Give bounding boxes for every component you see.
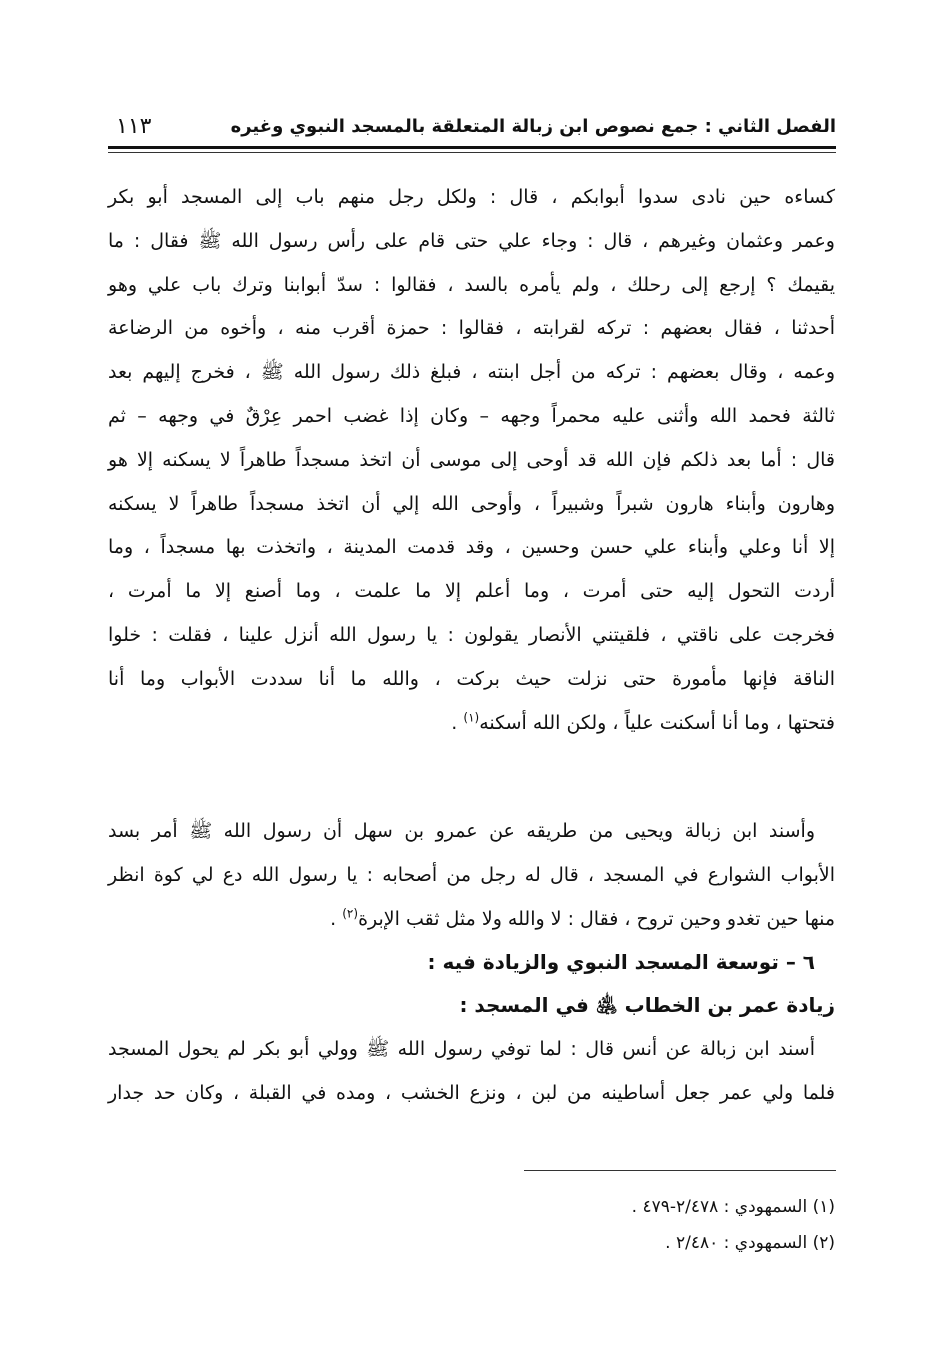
line-text: إلا أنا وعلي وأبناء علي حسن وحسين ، وقد قدمت المدينة ، واتخذت بها مسجداً ، وما — [108, 536, 835, 559]
text-line — [108, 576, 835, 606]
text-line — [108, 357, 835, 387]
end-mark: . — [451, 711, 464, 734]
text-line — [108, 270, 835, 300]
line-text: منها حين تغدو وحين تروح ، فقال : لا والله ولا مثل ثقب الإبرة — [358, 907, 835, 930]
text-line — [108, 401, 835, 431]
text-line — [108, 620, 835, 650]
text-line — [108, 1078, 835, 1108]
text-line — [108, 904, 835, 934]
line-text: يقيمك ؟ إرجع إلى رحلك ، ولم يأمره بالسد ، فقالوا : سدّ أبوابنا وترك باب علي وهو — [108, 273, 835, 296]
line-text: أسند ابن زبالة عن أنس قال : لما توفي رسول الله ﷺ وولي أبو بكر لم يحول المسجد — [108, 1038, 815, 1060]
section-heading: ٦ – توسعة المسجد النبوي والزيادة فيه : — [427, 950, 815, 974]
text-line — [108, 860, 835, 890]
line-text: وأسند ابن زبالة ويحيى من طريقه عن عمرو بن سهل أن رسول الله ﷺ أمر بسد — [108, 820, 815, 842]
text-line — [108, 664, 835, 694]
line-text: أحدثنا ، فقال بعضهم : تركه لقرابته ، فقالوا : حمزة أقرب منه ، وأخوه من الرضاعة — [108, 317, 835, 340]
line-text: الأبواب الشوارع في المسجد ، قال له رجل من أصحابه : يا رسول الله دع لي كوة انظر — [108, 863, 835, 886]
header-rule-thick — [108, 146, 836, 149]
line-text: وهارون وأبناء هارون شبراً وشبيراً ، وأوحى الله إلي أن اتخذ مسجداً طاهراً لا يسكنه — [108, 492, 835, 515]
line-text: أردت التحول إليه حتى أمرت ، وما أعلم إلا ما علمت ، وما أصنع إلا ما أمرت ، — [108, 580, 835, 603]
line-text: قال : أما بعد ذلكم فإن الله قد أوحى إلى موسى أن اتخذ مسجداً طاهراً لا يسكنه إلا هو — [108, 448, 835, 471]
line-text: فتحتها ، وما أنا أسكنت علياً ، ولكن الله أسكنه — [479, 711, 835, 734]
line-text: فلما ولي عمر جعل أساطينه من لبن ، ونزع الخشب ، ومده في القبلة ، وكان حد جدار — [108, 1081, 835, 1104]
text-line — [108, 816, 815, 846]
chapter-title: الفصل الثاني : جمع نصوص ابن زبالة المتعلقة بالمسجد النبوي وغيره — [230, 115, 836, 137]
footnote-reference[interactable]: (١) — [463, 710, 480, 725]
footnote-rule — [524, 1170, 836, 1171]
sub-heading: زيادة عمر بن الخطاب ﵁ في المسجد : — [459, 993, 835, 1017]
header-rule-thin — [108, 152, 836, 153]
text-line — [108, 445, 835, 475]
text-line — [108, 226, 835, 256]
line-text: وعمر وعثمان وغيرهم ، قال : وجاء علي حتى قام على رأس رسول الله ﷺ فقال : ما — [108, 229, 835, 252]
footnote-1: (١) السمهودي : ٢/٤٧٨-٤٧٩ . — [631, 1197, 835, 1217]
footnote-2: (٢) السمهودي : ٢/٤٨٠ . — [665, 1233, 835, 1253]
text-line — [108, 1034, 815, 1064]
page-number: ١١٣ — [116, 113, 152, 139]
line-text: كساءه حين نادى سدوا أبوابكم ، قال : ولكل رجل منهم باب إلى المسجد أبو بكر — [108, 186, 835, 208]
text-line — [108, 489, 835, 519]
line-text: الناقة فإنها مأمورة حتى نزلت حيث بركت ، والله ما أنا سددت الأبواب وما أنا — [108, 667, 835, 690]
line-text: وعمه ، وقال بعضهم : تركه من أجل ابنته ، فبلغ ذلك رسول الله ﷺ ، فخرج إليهم بعد — [108, 361, 835, 384]
line-text: ثالثة فحمد الله وأثنى عليه محمراً وجهه – وكان إذا غضب احمر عِرْقٌ في وجهه – ثم — [108, 405, 835, 427]
line-text: فخرجت على ناقتي ، فلقيتني الأنصار يقولون : يا رسول الله أنزل علينا ، فقلت : خلوا — [108, 624, 835, 646]
end-mark: . — [330, 907, 343, 930]
text-line — [108, 532, 835, 562]
running-header — [108, 110, 836, 142]
text-line — [108, 313, 835, 343]
text-line — [108, 182, 835, 212]
text-line — [108, 708, 835, 738]
footnote-reference[interactable]: (٢) — [342, 906, 359, 921]
